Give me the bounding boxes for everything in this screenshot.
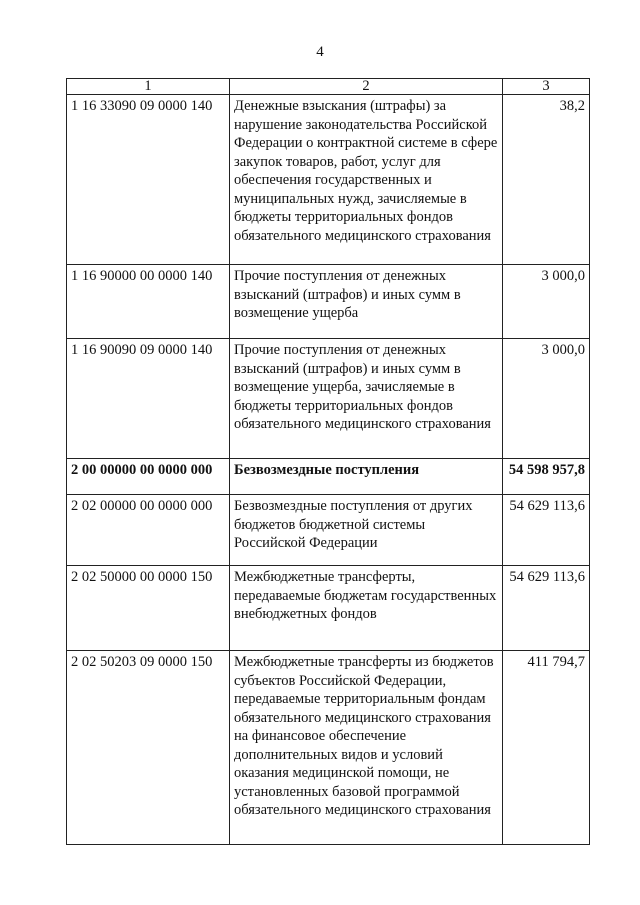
revenue-name: Безвозмездные поступления <box>230 459 503 495</box>
table-row <box>67 495 590 566</box>
column-header-name: 2 <box>230 79 503 95</box>
revenue-name: Прочие поступления от денежных взысканий (штрафов) и иных сумм в возмещение ущерба <box>230 265 503 339</box>
revenue-name: Безвозмездные поступления от других бюджетов бюджетной системы Российской Федерации <box>230 495 503 566</box>
revenue-name: Денежные взыскания (штрафы) за нарушение законодательства Российской Федерации о контрактной системе в сфере закупок товаров, работ, услуг для обеспечения государственных и муниципальных нужд, зачисляемые в бюджеты территориальных фондов обязательного медицинского страхования <box>230 95 503 265</box>
revenue-code: 2 02 00000 00 0000 000 <box>67 495 230 566</box>
revenue-code: 2 02 50203 09 0000 150 <box>67 651 230 845</box>
revenue-amount: 38,2 <box>503 95 590 265</box>
column-header-amount: 3 <box>503 79 590 95</box>
revenue-amount: 54 629 113,6 <box>503 566 590 651</box>
revenue-code: 1 16 33090 09 0000 140 <box>67 95 230 265</box>
revenue-name: Межбюджетные трансферты, передаваемые бюджетам государственных внебюджетных фондов <box>230 566 503 651</box>
table-row <box>67 265 590 339</box>
table-row <box>67 651 590 845</box>
column-header-code: 1 <box>67 79 230 95</box>
table-row <box>67 459 590 495</box>
revenue-code: 2 00 00000 00 0000 000 <box>67 459 230 495</box>
revenue-name: Прочие поступления от денежных взысканий (штрафов) и иных сумм в возмещение ущерба, зачисляемые в бюджеты территориальных фондов обязательного медицинского страхования <box>230 339 503 459</box>
revenue-amount: 3 000,0 <box>503 265 590 339</box>
revenue-code: 1 16 90090 09 0000 140 <box>67 339 230 459</box>
revenue-name: Межбюджетные трансферты из бюджетов субъектов Российской Федерации, передаваемые территориальным фондам обязательного медицинского страхования на финансовое обеспечение дополнительных видов и условий оказания медицинской помощи, не установленных базовой программой обязательного медицинского страхования <box>230 651 503 845</box>
table-row <box>67 339 590 459</box>
revenue-code: 2 02 50000 00 0000 150 <box>67 566 230 651</box>
budget-revenue-table <box>66 78 590 845</box>
revenue-amount: 3 000,0 <box>503 339 590 459</box>
revenue-amount: 411 794,7 <box>503 651 590 845</box>
table-row <box>67 566 590 651</box>
page-number: 4 <box>316 44 324 60</box>
table-header-row <box>67 79 590 95</box>
table-row <box>67 95 590 265</box>
revenue-code: 1 16 90000 00 0000 140 <box>67 265 230 339</box>
revenue-amount: 54 629 113,6 <box>503 495 590 566</box>
revenue-amount: 54 598 957,8 <box>503 459 590 495</box>
